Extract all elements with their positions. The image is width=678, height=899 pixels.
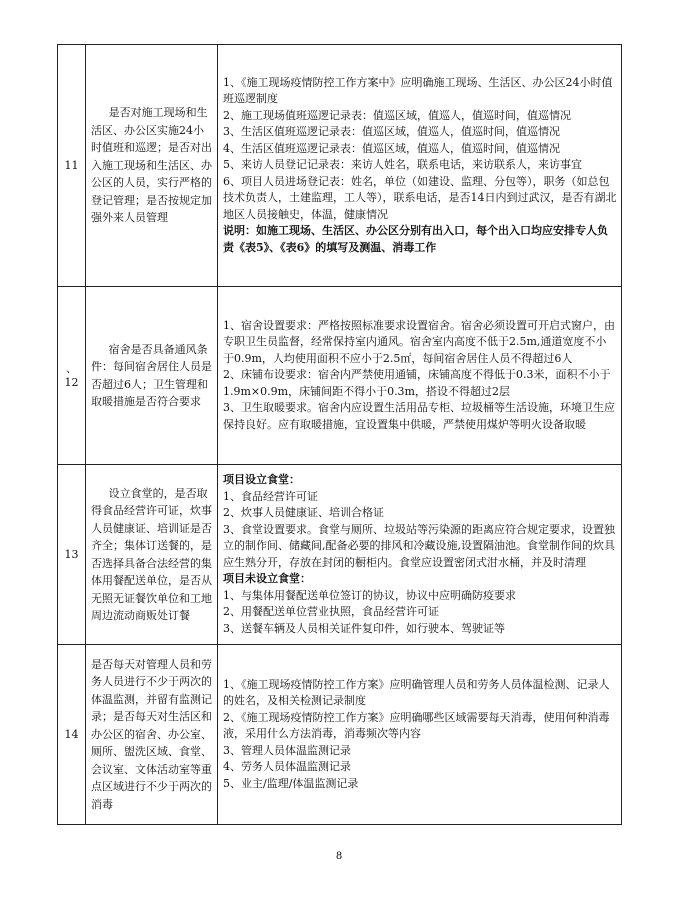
detail-line: 3、送餐车辆及人员相关证件复印件，如行驶本、驾驶证等 [223,621,505,635]
detail-line: 1、宿舍设置要求：严格按照标准要求设置宿舍。宿舍必须设置可开启式窗户，由专职卫生员监督，经常保持室内通风。宿舍室内高度不低于2.5m,通道宽度不小于0.9m，人均使用面积不应小于2.5㎡，每间宿舍居住人员不得超过6人 [223,318,615,365]
page-number: 8 [335,851,343,862]
detail-line: 2、用餐配送单位营业执照，食品经营许可证 [223,605,439,618]
details-cell [218,645,622,825]
detail-line: 3、生活区值班巡逻记录表：值巡区域，值巡人，值巡时间，值巡情况 [223,125,560,139]
detail-line: 3、食堂设置要求。食堂与厕所、垃圾站等污染源的距离应符合规定要求，设置独立的制作间、储藏间,配备必要的排风和冷藏设施,设置隔油池。食堂制作间的炊具应生熟分开，存放在封闭的橱柜内。食堂应设置密闭式泔水桶，并及时清理 [223,522,615,569]
table-row [58,45,622,287]
table-row [58,465,622,645]
detail-line: 2、床铺布设要求：宿舍内严禁使用通铺，床铺高度不得低于0.3米，面积不小于1.9m×0.9m，床铺间距不得小于0.3m，搭设不得超过2层 [223,368,611,398]
section-heading: 项目设立食堂： [223,473,300,486]
detail-line: 1、与集体用餐配送单位签订的协议，协议中应明确防疫要求 [223,588,516,602]
table-row [58,645,622,825]
details-cell [218,45,622,287]
detail-line: 1、《施工现场疫情防控工作方案中》应明确施工现场、生活区、办公区24小时值班巡逻制度 [223,75,613,106]
detail-line: 5、业主/监理/体温监测记录 [223,776,359,790]
note-line: 说明：如施工现场、生活区、办公区分别有出入口，每个出入口均应安排专人负责《表5》、《表6》的填写及测温、消毒工作 [223,224,608,254]
criteria-cell: 是否每天对管理人员和劳务人员进行不少于两次的体温监测，并留有监测记录；是否每天对生活区和办公区的宿舍、办公室、厕所、盥洗区域、食堂、会议室、文体活动室等重点区域进行不少于两次的消毒 [86,645,218,825]
criteria-cell: 宿舍是否具备通风条件：每间宿舍居住人员是否超过6人；卫生管理和取暖措施是否符合要求 [86,287,218,465]
row-number: 、 12 [58,287,86,465]
detail-line: 4、劳务人员体温监测记录 [223,760,351,774]
details-cell [218,465,622,645]
detail-line: 3、管理人员体温监测记录 [223,743,351,757]
detail-line: 1、《施工现场疫情防控工作方案》应明确管理人员和劳务人员体温检测、记录人的姓名，及相关检测记录制度 [223,677,610,708]
row-number: 13 [58,465,86,645]
table-row [58,287,622,465]
detail-line: 4、生活区值班巡逻记录表：值巡区域，值巡人，值巡时间，值巡情况 [223,141,560,155]
detail-line: 2、《施工现场疫情防控工作方案》应明确哪些区域需要每天消毒，使用何种消毒液，采用什么方法消毒，消毒频次等内容 [223,710,610,741]
details-cell [218,287,622,465]
section-heading: 项目未设立食堂： [223,572,311,585]
detail-line: 2、施工现场值班巡逻记录表：值巡区域，值巡人，值巡时间，值巡情况 [223,108,571,122]
detail-line: 2、炊事人员健康证、培训合格证 [223,506,384,519]
row-number: 11 [58,45,86,287]
inspection-table [57,44,622,825]
detail-line: 5、来访人员登记记录表：来访人姓名，联系电话，来访联系人，来访事宜 [223,158,582,172]
detail-line: 6、项目人员进场登记表：姓名，单位（如建设、监理、分包等），职务（如总包技术负责人，土建监理，工人等），联系电话，是否14日内到过武汉，是否有湖北地区人员接触史，体温，健康情况 [223,174,617,221]
criteria-cell: 是否对施工现场和生活区、办公区实施24小时值班和巡逻；是否对出入施工现场和生活区、办公区的人员，实行严格的登记管理；是否按规定加强外来人员管理 [86,45,218,287]
criteria-cell: 设立食堂的，是否取得食品经营许可证，炊事人员健康证、培训证是否齐全；集体订送餐的，是否选择具备合法经营的集体用餐配送单位，是否从无照无证餐饮单位和工地周边流动商贩处订餐 [86,465,218,645]
row-number: 14 [58,645,86,825]
detail-line: 3、卫生取暖要求。宿舍内应设置生活用品专柜、垃圾桶等生活设施，环境卫生应保持良好。应有取暖措施，宜设置集中供暖，严禁使用煤炉等明火设备取暖 [223,401,615,431]
detail-line: 1、食品经营许可证 [223,489,318,503]
